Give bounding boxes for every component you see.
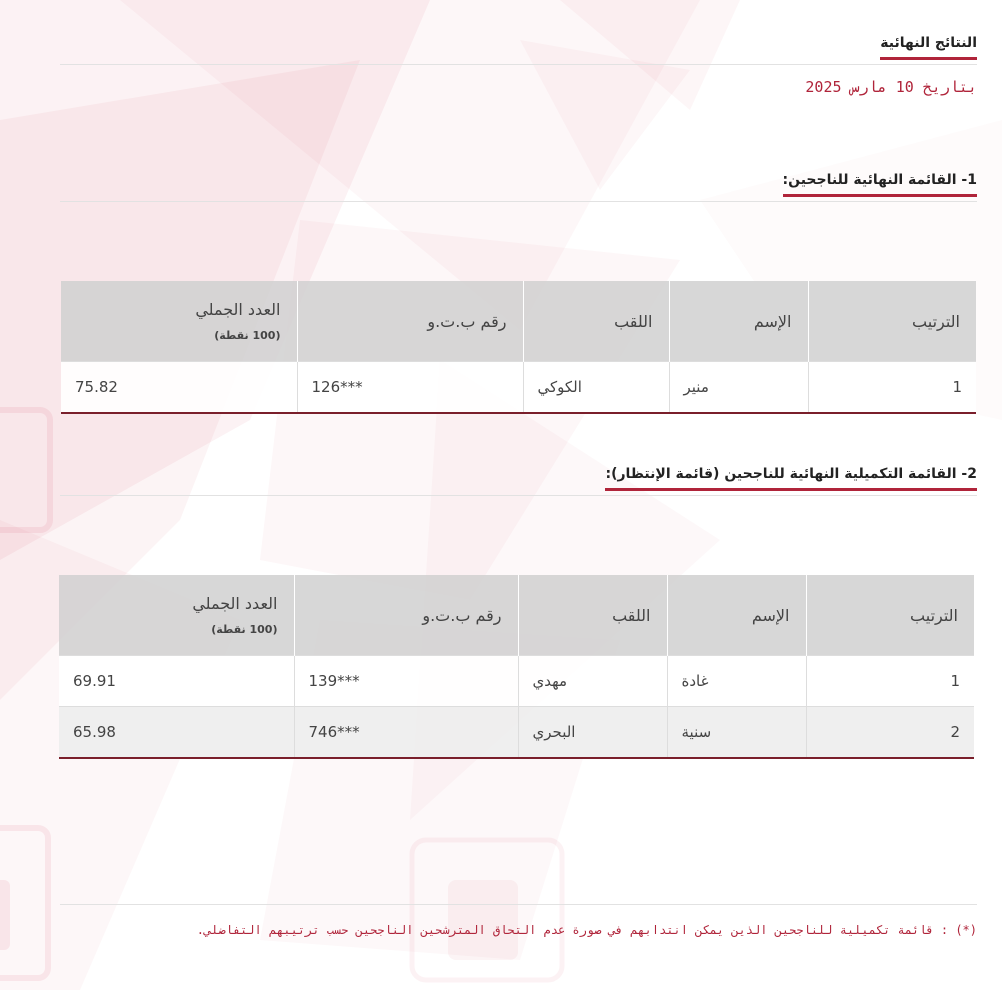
footnote-text: (*) : قائمة تكميلية للناجحين الذين يمكن انتدابهم في صورة عدم التحاق المترشحين الناجحين حسب ترتيبهم التفاضلي. <box>196 923 977 937</box>
column-header-surname: اللقب <box>523 281 669 362</box>
column-header-total-label: العدد الجملي <box>195 300 281 319</box>
title-divider <box>60 64 977 65</box>
cell-total: 75.82 <box>61 362 297 414</box>
section1-divider <box>60 201 977 202</box>
column-header-name: الإسم <box>669 281 808 362</box>
cell-id-number: 139*** <box>294 656 518 707</box>
page-title: النتائج النهائية <box>880 35 977 60</box>
column-header-id-number: رقم ب.ت.و <box>294 575 518 656</box>
table-row <box>59 656 974 707</box>
column-header-rank: الترتيب <box>806 575 974 656</box>
cell-total: 69.91 <box>59 656 294 707</box>
publication-date: بتاريخ 10 مارس 2025 <box>805 78 977 96</box>
column-header-total-note: (100 نقطة) <box>211 623 278 636</box>
column-header-total-label: العدد الجملي <box>192 594 278 613</box>
section2-divider <box>60 495 977 496</box>
table-row <box>59 707 974 759</box>
column-header-total <box>59 575 294 656</box>
footnote-divider <box>60 904 977 905</box>
cell-surname: مهدي <box>518 656 667 707</box>
column-header-name: الإسم <box>667 575 806 656</box>
cell-total: 65.98 <box>59 707 294 759</box>
cell-id-number: 126*** <box>297 362 523 414</box>
column-header-rank: الترتيب <box>808 281 976 362</box>
section1-title: 1- القائمة النهائية للناجحين: <box>783 172 977 197</box>
cell-rank: 1 <box>806 656 974 707</box>
table-header-row <box>61 281 976 362</box>
column-header-id-number: رقم ب.ت.و <box>297 281 523 362</box>
cell-rank: 1 <box>808 362 976 414</box>
section2-results-table <box>59 575 974 759</box>
cell-surname: الكوكي <box>523 362 669 414</box>
table-header-row <box>59 575 974 656</box>
cell-name: سنية <box>667 707 806 759</box>
column-header-surname: اللقب <box>518 575 667 656</box>
cell-rank: 2 <box>806 707 974 759</box>
section2-title: 2- القائمة التكميلية النهائية للناجحين (قائمة الإنتظار): <box>605 466 977 491</box>
cell-surname: البحري <box>518 707 667 759</box>
column-header-total-note: (100 نقطة) <box>214 329 281 342</box>
section1-results-table <box>61 281 976 414</box>
cell-id-number: 746*** <box>294 707 518 759</box>
column-header-total <box>61 281 297 362</box>
cell-name: منير <box>669 362 808 414</box>
table-row <box>61 362 976 414</box>
cell-name: غادة <box>667 656 806 707</box>
